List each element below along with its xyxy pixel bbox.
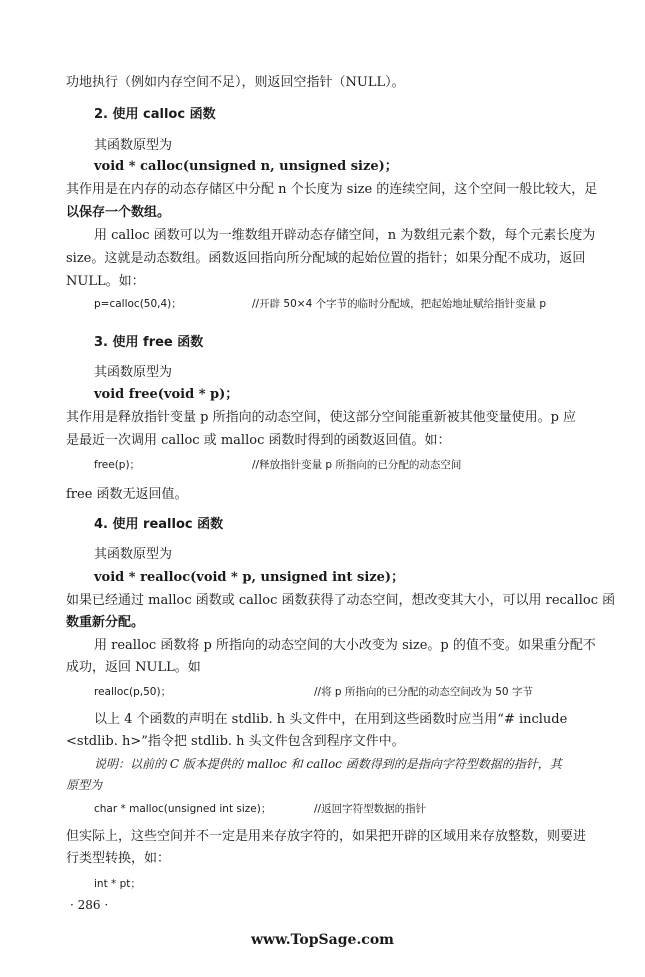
page-number: · 286 ·	[70, 898, 109, 912]
code-comment: //开辟 50×4 个字节的临时分配域，把起始地址赋给指针变量 p	[252, 298, 547, 310]
text-line: 成功，返回 NULL。如	[66, 660, 201, 675]
text-line: 以保存一个数组。	[66, 205, 171, 220]
text-line: <stdlib. h>”指令把 stdlib. h 头文件包含到程序文件中。	[66, 734, 405, 749]
function-prototype: void * realloc(void * p, unsigned int size)；	[94, 570, 405, 585]
code-line: p=calloc(50,4)；	[94, 298, 182, 310]
text-line: 功地执行（例如内存空间不足），则返回空指针（NULL）。	[66, 75, 405, 90]
text-line: NULL。如：	[66, 274, 145, 289]
section-heading: 2. 使用 calloc 函数	[94, 107, 216, 122]
section-heading: 4. 使用 realloc 函数	[94, 517, 224, 532]
text-line: free 函数无返回值。	[66, 487, 188, 502]
text-line: 但实际上，这些空间并不一定是用来存放字符的，如果把开辟的区域用来存放整数，则要进	[66, 829, 587, 844]
text-line: 其函数原型为	[94, 547, 173, 562]
text-line: size。这就是动态数组。函数返回指向所分配域的起始位置的指针；如果分配不成功，返回	[66, 251, 586, 266]
website-footer: www.TopSage.com	[251, 932, 394, 948]
code-comment: //将 p 所指向的已分配的动态空间改为 50 字节	[314, 686, 533, 698]
code-line: free(p)；	[94, 459, 141, 471]
text-line: 数重新分配。	[66, 615, 145, 630]
text-line: 行类型转换，如：	[66, 851, 171, 866]
note-line: 原型为	[66, 778, 103, 792]
text-line: 如果已经通过 malloc 函数或 calloc 函数获得了动态空间，想改变其大小，可以用 recalloc 函	[66, 593, 616, 608]
text-line: 其作用是释放指针变量 p 所指向的动态空间，使这部分空间能重新被其他变量使用。p 应	[66, 410, 577, 425]
text-line: 以上 4 个函数的声明在 stdlib. h 头文件中，在用到这些函数时应当用“# include	[94, 712, 568, 727]
text-line: 其函数原型为	[94, 365, 173, 380]
text-line: 是最近一次调用 calloc 或 malloc 函数时得到的函数返回值。如：	[66, 433, 451, 448]
function-prototype: void * calloc(unsigned n, unsigned size)；	[94, 159, 398, 174]
code-line: int * pt；	[94, 878, 141, 890]
code-line: char * malloc(unsigned int size)；	[94, 803, 272, 815]
text-line: 用 calloc 函数可以为一维数组开辟动态存储空间，n 为数组元素个数，每个元素长度为	[94, 228, 596, 243]
text-line: 用 realloc 函数将 p 所指向的动态空间的大小改变为 size。p 的值不变。如果重分配不	[94, 638, 596, 653]
note-line: 说明：以前的 C 版本提供的 malloc 和 calloc 函数得到的是指向字符型数据的指针，其	[94, 757, 562, 771]
text-line: 其作用是在内存的动态存储区中分配 n 个长度为 size 的连续空间，这个空间一般比较大，足	[66, 182, 598, 197]
code-comment: //释放指针变量 p 所指向的已分配的动态空间	[252, 459, 462, 471]
section-heading: 3. 使用 free 函数	[94, 335, 204, 350]
function-prototype: void free(void * p)；	[94, 387, 239, 402]
code-line: realloc(p,50)；	[94, 686, 172, 698]
code-comment: //返回字符型数据的指针	[314, 803, 427, 815]
text-line: 其函数原型为	[94, 138, 173, 153]
